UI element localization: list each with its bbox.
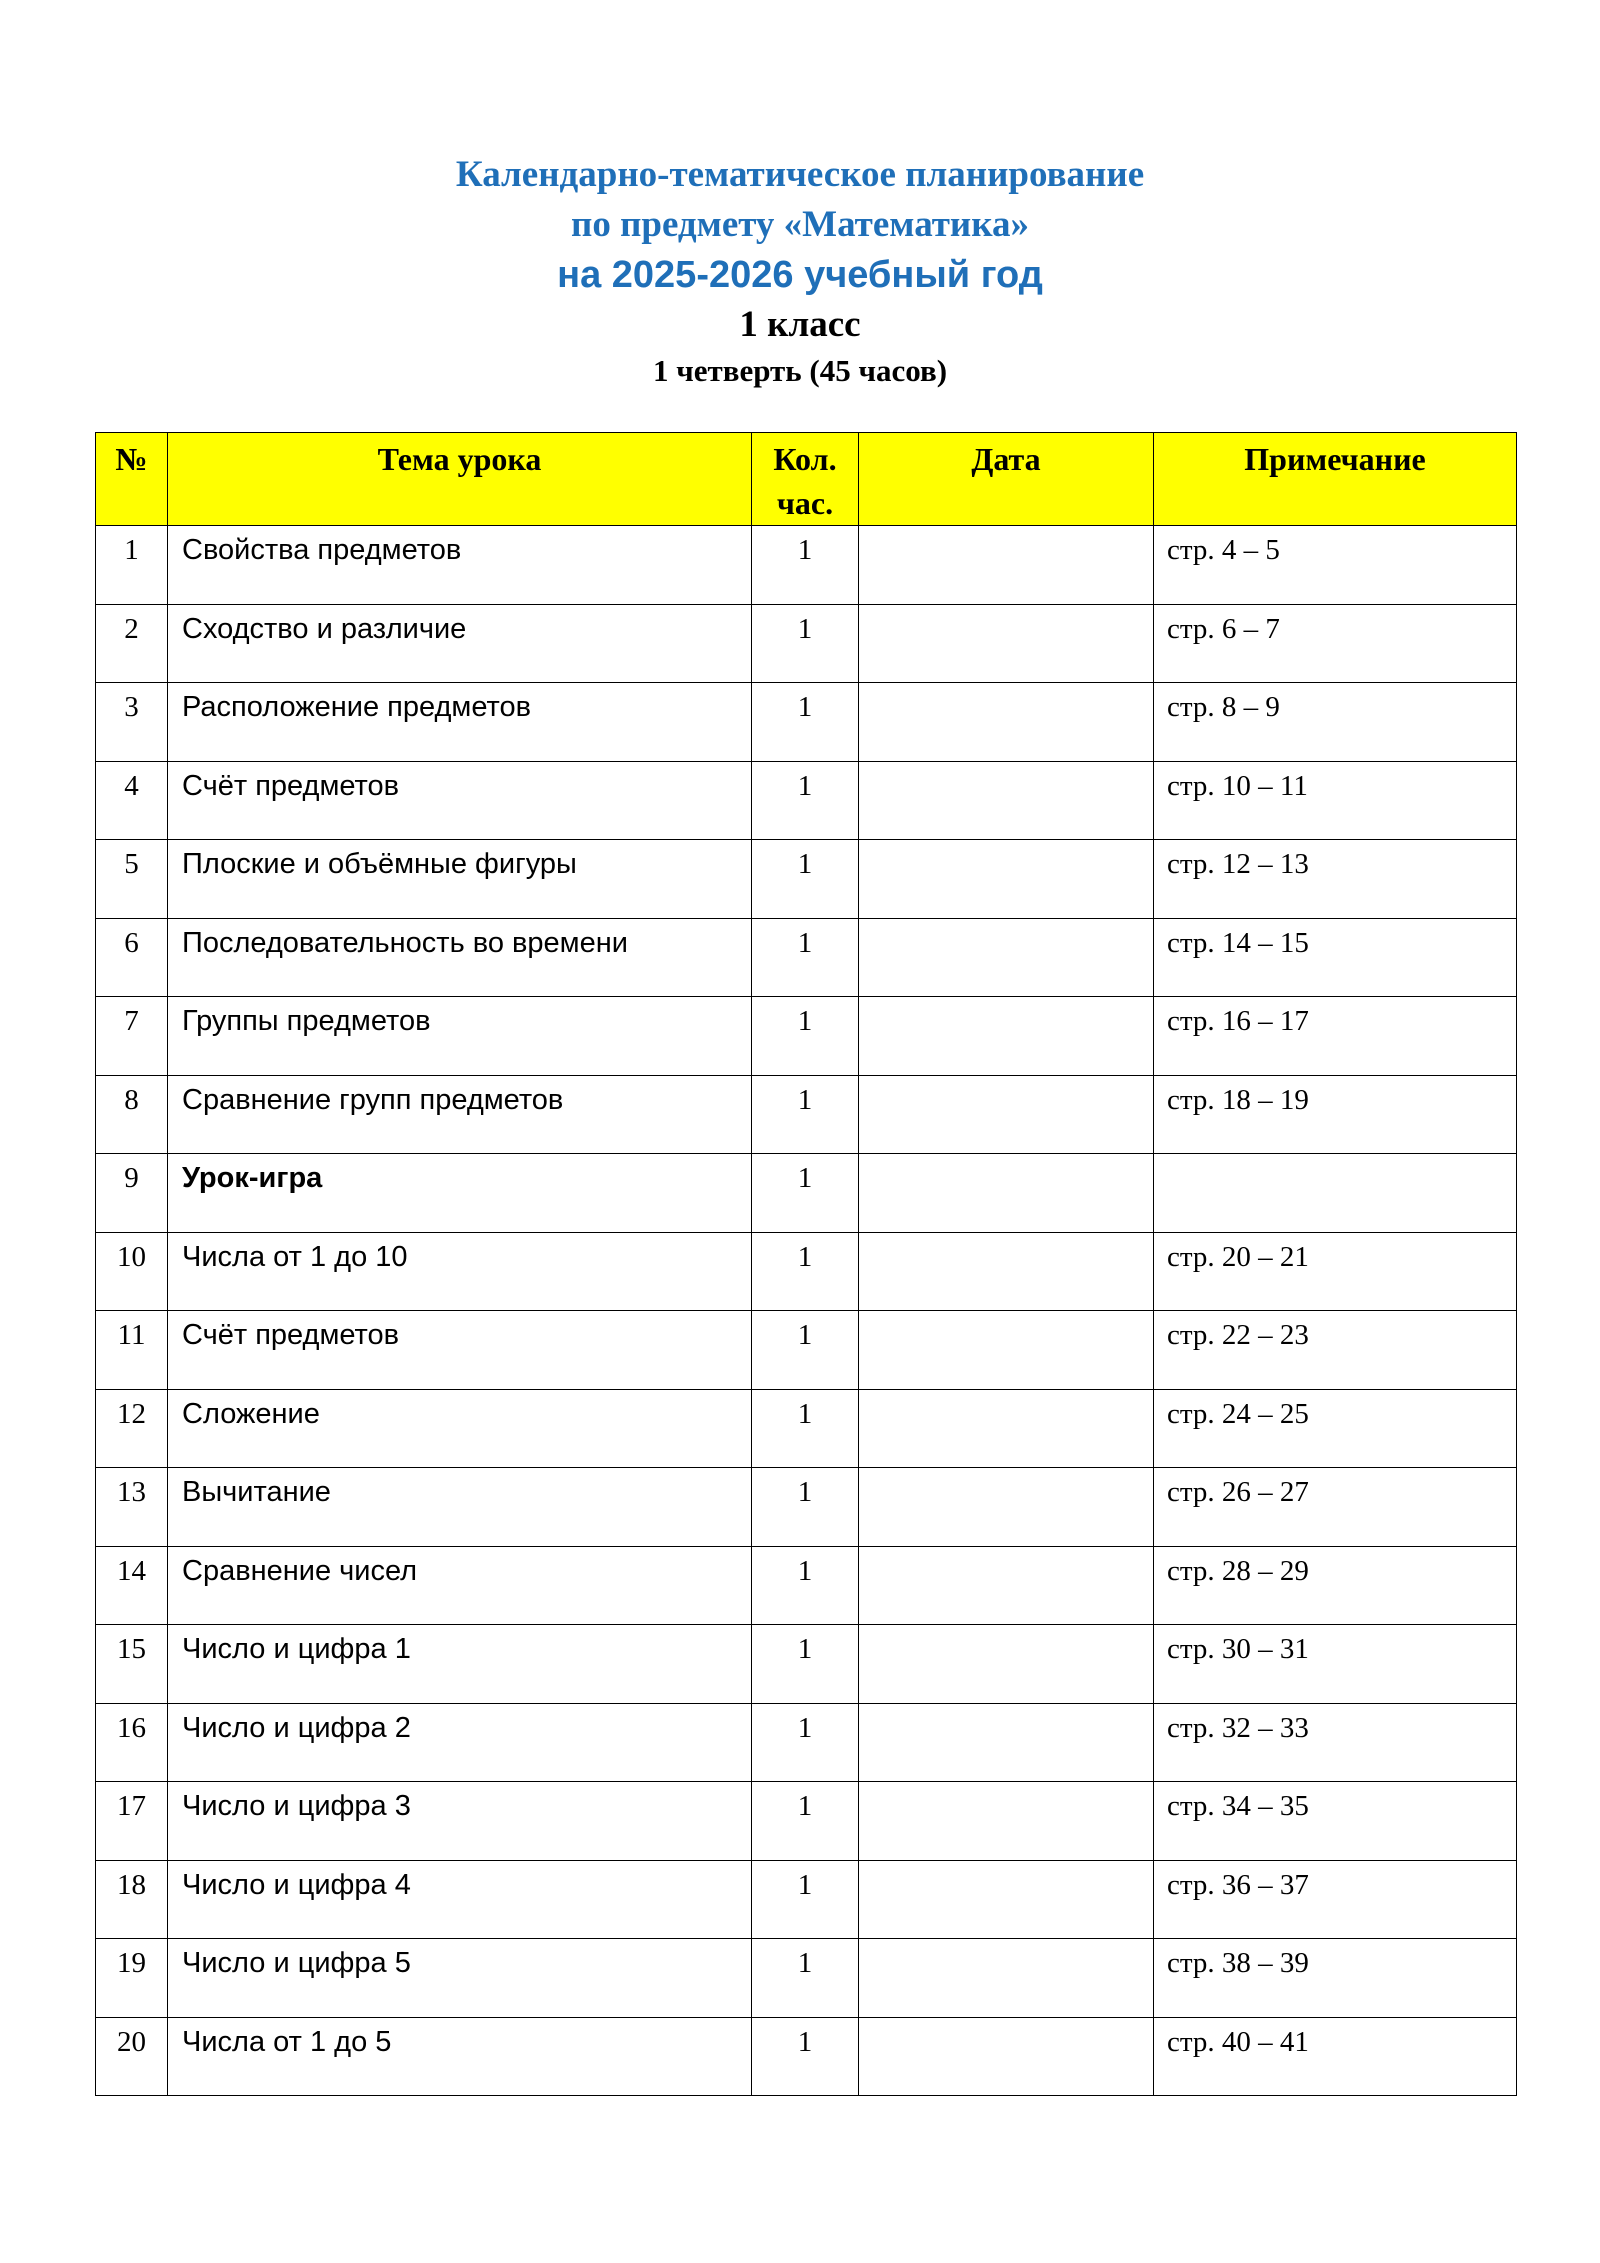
cell-note: стр. 38 – 39 — [1154, 1939, 1517, 2018]
table-row — [96, 1782, 1517, 1861]
table-row — [96, 1625, 1517, 1704]
cell-num: 13 — [96, 1468, 168, 1547]
cell-date — [859, 1311, 1154, 1390]
table-row — [96, 1546, 1517, 1625]
cell-num: 17 — [96, 1782, 168, 1861]
cell-note: стр. 4 – 5 — [1154, 526, 1517, 605]
cell-hours: 1 — [752, 1860, 859, 1939]
cell-topic: Счёт предметов — [168, 761, 752, 840]
cell-note: стр. 32 – 33 — [1154, 1703, 1517, 1782]
table-header — [96, 433, 1517, 526]
cell-note: стр. 6 – 7 — [1154, 604, 1517, 683]
table-row — [96, 1075, 1517, 1154]
cell-num: 11 — [96, 1311, 168, 1390]
table-row — [96, 1232, 1517, 1311]
cell-hours: 1 — [752, 526, 859, 605]
cell-num: 20 — [96, 2017, 168, 2096]
cell-date — [859, 918, 1154, 997]
table-row — [96, 1311, 1517, 1390]
cell-num: 8 — [96, 1075, 168, 1154]
cell-hours: 1 — [752, 1625, 859, 1704]
cell-topic: Плоские и объёмные фигуры — [168, 840, 752, 919]
cell-num: 19 — [96, 1939, 168, 2018]
cell-note — [1154, 1154, 1517, 1233]
cell-date — [859, 840, 1154, 919]
cell-topic: Числа от 1 до 10 — [168, 1232, 752, 1311]
cell-hours: 1 — [752, 683, 859, 762]
cell-topic: Сравнение чисел — [168, 1546, 752, 1625]
cell-hours: 1 — [752, 1939, 859, 2018]
table-row — [96, 1154, 1517, 1233]
cell-num: 14 — [96, 1546, 168, 1625]
cell-note: стр. 18 – 19 — [1154, 1075, 1517, 1154]
cell-num: 1 — [96, 526, 168, 605]
cell-note: стр. 20 – 21 — [1154, 1232, 1517, 1311]
lesson-plan-table — [95, 432, 1517, 2096]
column-header-note: Примечание — [1154, 433, 1517, 526]
cell-date — [859, 1703, 1154, 1782]
cell-topic: Сложение — [168, 1389, 752, 1468]
title-line-2: по предмету «Математика» — [571, 204, 1029, 245]
cell-hours: 1 — [752, 1782, 859, 1861]
cell-note: стр. 16 – 17 — [1154, 997, 1517, 1076]
table-row — [96, 1939, 1517, 2018]
cell-topic: Сходство и различие — [168, 604, 752, 683]
table-row — [96, 997, 1517, 1076]
cell-hours: 1 — [752, 840, 859, 919]
column-header-hours: Кол. час. — [752, 433, 859, 526]
cell-topic: Числа от 1 до 5 — [168, 2017, 752, 2096]
cell-note: стр. 10 – 11 — [1154, 761, 1517, 840]
cell-date — [859, 1232, 1154, 1311]
cell-hours: 1 — [752, 918, 859, 997]
cell-topic: Число и цифра 1 — [168, 1625, 752, 1704]
cell-note: стр. 22 – 23 — [1154, 1311, 1517, 1390]
title-year: на 2025-2026 учебный год — [557, 254, 1043, 296]
table-row — [96, 604, 1517, 683]
cell-num: 3 — [96, 683, 168, 762]
column-header-topic: Тема урока — [168, 433, 752, 526]
cell-topic: Сравнение групп предметов — [168, 1075, 752, 1154]
table-header-row — [96, 433, 1517, 526]
cell-date — [859, 1075, 1154, 1154]
cell-date — [859, 683, 1154, 762]
table-row — [96, 1389, 1517, 1468]
cell-num: 16 — [96, 1703, 168, 1782]
cell-hours: 1 — [752, 1232, 859, 1311]
table-row — [96, 1703, 1517, 1782]
table-row — [96, 1468, 1517, 1547]
cell-note: стр. 30 – 31 — [1154, 1625, 1517, 1704]
cell-hours: 1 — [752, 1154, 859, 1233]
cell-topic: Вычитание — [168, 1468, 752, 1547]
cell-num: 18 — [96, 1860, 168, 1939]
cell-topic: Группы предметов — [168, 997, 752, 1076]
table-row — [96, 526, 1517, 605]
cell-num: 10 — [96, 1232, 168, 1311]
cell-num: 6 — [96, 918, 168, 997]
document-header — [0, 150, 1600, 392]
cell-topic: Счёт предметов — [168, 1311, 752, 1390]
cell-topic: Расположение предметов — [168, 683, 752, 762]
cell-num: 5 — [96, 840, 168, 919]
cell-num: 4 — [96, 761, 168, 840]
cell-note: стр. 28 – 29 — [1154, 1546, 1517, 1625]
cell-num: 12 — [96, 1389, 168, 1468]
cell-note: стр. 14 – 15 — [1154, 918, 1517, 997]
cell-note: стр. 40 – 41 — [1154, 2017, 1517, 2096]
cell-hours: 1 — [752, 2017, 859, 2096]
quarter-label: 1 четверть (45 часов) — [652, 353, 948, 388]
table-row — [96, 683, 1517, 762]
cell-date — [859, 997, 1154, 1076]
cell-note: стр. 8 – 9 — [1154, 683, 1517, 762]
table-row — [96, 2017, 1517, 2096]
cell-topic: Число и цифра 3 — [168, 1782, 752, 1861]
cell-topic: Урок-игра — [168, 1154, 752, 1233]
cell-topic: Последовательность во времени — [168, 918, 752, 997]
cell-hours: 1 — [752, 604, 859, 683]
cell-date — [859, 1782, 1154, 1861]
cell-date — [859, 1389, 1154, 1468]
cell-date — [859, 1625, 1154, 1704]
cell-num: 15 — [96, 1625, 168, 1704]
column-header-date: Дата — [859, 433, 1154, 526]
table-row — [96, 840, 1517, 919]
cell-date — [859, 1468, 1154, 1547]
cell-hours: 1 — [752, 1311, 859, 1390]
cell-num: 9 — [96, 1154, 168, 1233]
table-row — [96, 918, 1517, 997]
cell-note: стр. 26 – 27 — [1154, 1468, 1517, 1547]
cell-date — [859, 761, 1154, 840]
cell-note: стр. 34 – 35 — [1154, 1782, 1517, 1861]
cell-date — [859, 1860, 1154, 1939]
cell-num: 7 — [96, 997, 168, 1076]
cell-topic: Свойства предметов — [168, 526, 752, 605]
cell-topic: Число и цифра 4 — [168, 1860, 752, 1939]
cell-topic: Число и цифра 2 — [168, 1703, 752, 1782]
cell-note: стр. 12 – 13 — [1154, 840, 1517, 919]
grade-label: 1 класс — [739, 304, 861, 345]
title-line-1: Календарно-тематическое планирование — [455, 154, 1145, 195]
cell-date — [859, 2017, 1154, 2096]
cell-topic: Число и цифра 5 — [168, 1939, 752, 2018]
cell-date — [859, 1939, 1154, 2018]
cell-hours: 1 — [752, 1546, 859, 1625]
cell-hours: 1 — [752, 1468, 859, 1547]
cell-date — [859, 604, 1154, 683]
table-row — [96, 1860, 1517, 1939]
column-header-num: № — [96, 433, 168, 526]
cell-date — [859, 526, 1154, 605]
table-row — [96, 761, 1517, 840]
cell-date — [859, 1546, 1154, 1625]
table-body — [96, 526, 1517, 2096]
cell-date — [859, 1154, 1154, 1233]
cell-hours: 1 — [752, 1389, 859, 1468]
cell-hours: 1 — [752, 997, 859, 1076]
cell-note: стр. 24 – 25 — [1154, 1389, 1517, 1468]
cell-hours: 1 — [752, 1075, 859, 1154]
cell-hours: 1 — [752, 1703, 859, 1782]
cell-num: 2 — [96, 604, 168, 683]
cell-note: стр. 36 – 37 — [1154, 1860, 1517, 1939]
cell-hours: 1 — [752, 761, 859, 840]
